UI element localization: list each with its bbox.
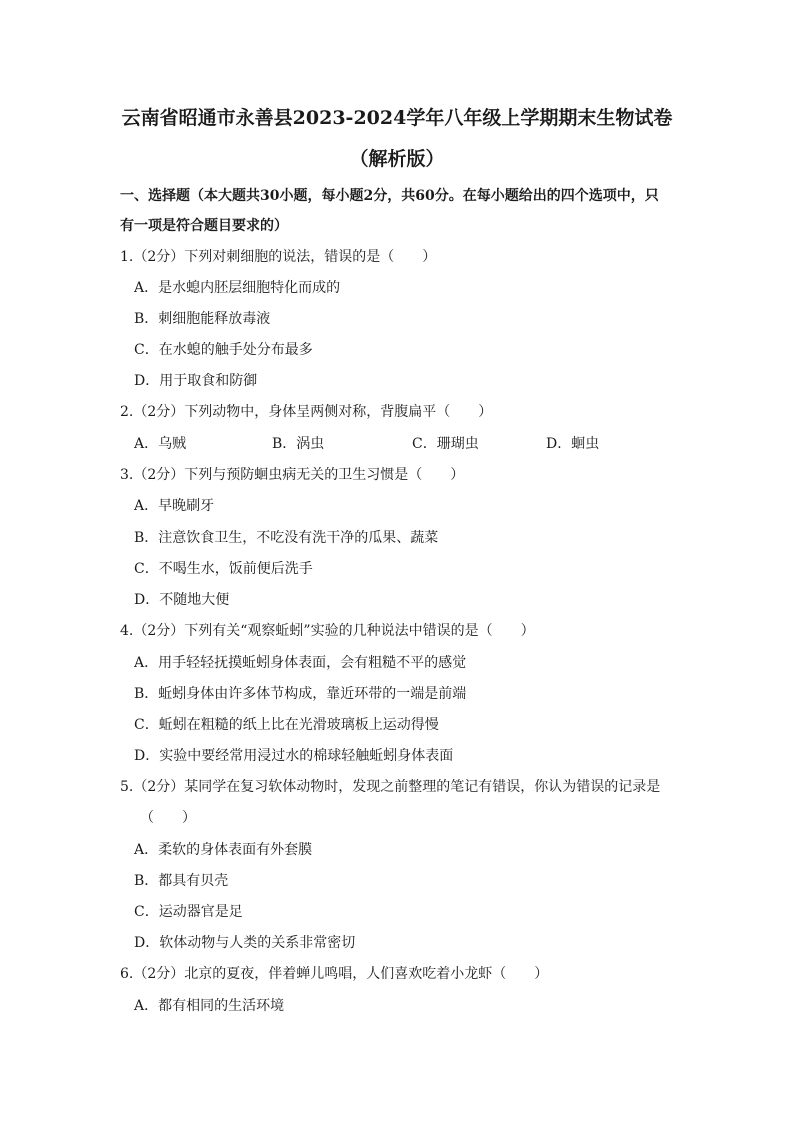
question-2-option-c: C．珊瑚虫 <box>412 436 479 452</box>
question-3-option-a: A．早晚刷牙 <box>134 498 215 514</box>
section-heading: 一、选择题（本大题共30小题，每小题2分，共60分。在每小题给出的四个选项中，只 <box>120 188 659 204</box>
question-5-option-b: B．都具有贝壳 <box>134 873 229 889</box>
question-1-option-a: A．是水螅内胚层细胞特化而成的 <box>134 280 341 296</box>
question-2-option-d: D．蛔虫 <box>546 436 600 452</box>
question-1-option-b: B．刺细胞能释放毒液 <box>134 311 271 327</box>
question-4-option-c: C．蚯蚓在粗糙的纸上比在光滑玻璃板上运动得慢 <box>134 717 439 733</box>
question-1-option-d: D．用于取食和防御 <box>134 373 258 389</box>
question-5-stem: 5.（2分）某同学在复习软体动物时，发现之前整理的笔记有错误，你认为错误的记录是 <box>120 779 661 795</box>
question-6-stem: 6.（2分）北京的夏夜，伴着蝉儿鸣唱，人们喜欢吃着小龙虾（ ） <box>120 966 549 982</box>
question-4-option-d: D．实验中要经常用浸过水的棉球轻触蚯蚓身体表面 <box>134 748 454 764</box>
exam-subtitle: （解析版） <box>349 148 445 170</box>
question-3-stem: 3.（2分）下列与预防蛔虫病无关的卫生习惯是（ ） <box>120 467 465 483</box>
question-4-option-a: A．用手轻轻抚摸蚯蚓身体表面，会有粗糙不平的感觉 <box>134 655 467 671</box>
section-heading-cont: 有一项是符合题目要求的） <box>120 218 288 234</box>
question-3-option-b: B．注意饮食卫生，不吃没有洗干净的瓜果、蔬菜 <box>134 530 439 546</box>
question-2-option-b: B．涡虫 <box>272 436 325 452</box>
question-4-stem: 4.（2分）下列有关“观察蚯蚓”实验的几种说法中错误的是（ ） <box>120 623 535 639</box>
question-1-stem: 1.（2分）下列对刺细胞的说法，错误的是（ ） <box>120 249 437 265</box>
question-5-option-a: A．柔软的身体表面有外套膜 <box>134 842 313 858</box>
exam-title: 云南省昭通市永善县2023-2024学年八年级上学期期末生物试卷 <box>121 107 673 129</box>
question-6-option-a: A．都有相同的生活环境 <box>134 998 285 1014</box>
question-2-option-a: A．乌贼 <box>134 436 187 452</box>
question-3-option-c: C．不喝生水，饭前便后洗手 <box>134 561 313 577</box>
question-3-option-d: D．不随地大便 <box>134 592 230 608</box>
question-2-stem: 2.（2分）下列动物中，身体呈两侧对称，背腹扁平（ ） <box>120 404 493 420</box>
question-4-option-b: B．蚯蚓身体由许多体节构成，靠近环带的一端是前端 <box>134 686 467 702</box>
question-5-stem-cont: （ ） <box>140 810 196 826</box>
question-1-option-c: C．在水螅的触手处分布最多 <box>134 342 313 358</box>
question-5-option-d: D．软体动物与人类的关系非常密切 <box>134 935 356 951</box>
question-5-option-c: C．运动器官是足 <box>134 904 243 920</box>
